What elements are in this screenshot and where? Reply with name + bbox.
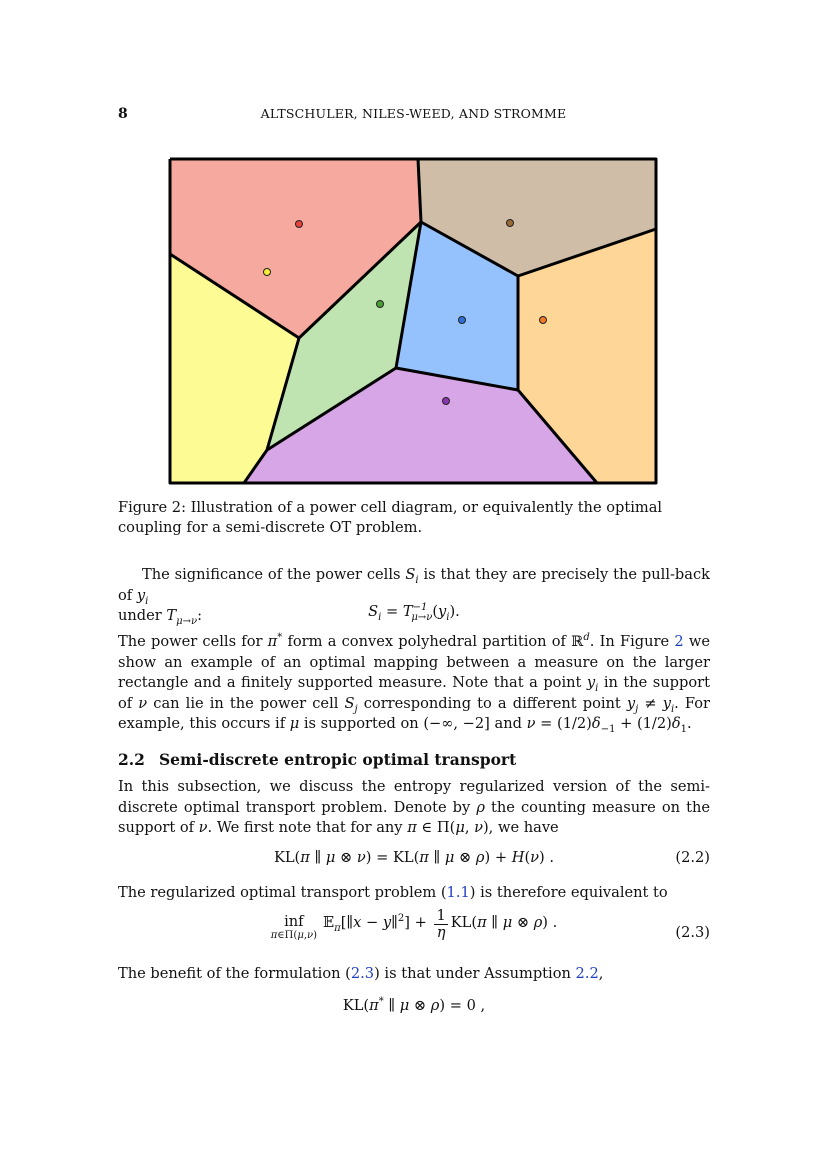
support-point-blue: [459, 317, 466, 324]
equation-si: $S_i = T^{-1}_{\mu\to\nu}(y_i)$.: [368, 602, 460, 623]
support-point-purple: [443, 398, 450, 405]
running-title: ALTSCHULER, NILES-WEED, AND STROMME: [260, 106, 567, 121]
equation-kl-zero: KL(π* ∥ μ ⊗ ρ) = 0 ,: [342, 996, 486, 1014]
paragraph-5: The benefit of the formulation (2.3) is that under Assumption 2.2,: [118, 965, 604, 982]
assumption-ref-link[interactable]: 2.2: [575, 965, 599, 982]
power-cell-diagram: [168, 157, 658, 485]
paragraph-3: In this subsection, we discuss the entropy regularized version of the semi-discrete optimal transport problem. Denote by ρ the counting measure on the support of ν. We first note that for any π ∈ Π(μ, ν), we have: [118, 778, 710, 837]
equation-ref-1-1-link[interactable]: 1.1: [446, 884, 470, 901]
equation-2-3: inf π∈Π(μ,ν) 𝔼$_\pi$[∥x − y∥$^2$] + $\frac{1}{\eta}$ KL(π ∥ μ ⊗ ρ) .: [270, 907, 558, 941]
support-point-yellow: [264, 269, 271, 276]
equation-2-2: KL(π ∥ μ ⊗ ν) = KL(π ∥ μ ⊗ ρ) + H(ν) .: [273, 849, 555, 866]
equation-ref-2-3-link[interactable]: 2.3: [350, 965, 375, 982]
equation-number-2-3: (2.3): [675, 924, 710, 941]
page-number: 8: [118, 106, 128, 122]
support-point-orange: [540, 317, 547, 324]
support-point-red: [296, 221, 303, 228]
paragraph-2: The power cells for π* form a convex polyhedral partition of ℝ$^d$. In Figure 2 we show an example of an optimal mapping between a measure on the larger rectangle and a finitely supported measure. Note that a point $y_i$ in the support of ν can lie in the power cell $S_j$ corresponding to a different point $y_j \ne y_i$. For example, this occurs if μ is supported on (−∞, −2] and $\nu = (1/2)\delta_{-1} + (1/2)\delta_1$.: [118, 632, 710, 736]
equation-number-2-2: (2.2): [675, 849, 710, 866]
support-point-green: [377, 301, 384, 308]
paragraph-4: The regularized optimal transport problem (1.1) is therefore equivalent to: [118, 884, 668, 901]
paragraph-1: The significance of the power cells $S_i$ is that they are precisely the pull-back of $y_i$ under $T_{\mu\to\nu}$:: [118, 566, 710, 628]
figure-caption: Figure 2: Illustration of a power cell diagram, or equivalently the optimal coupling for a semi-discrete OT problem.: [118, 499, 663, 536]
figure-ref-link[interactable]: 2: [674, 633, 684, 650]
support-point-tan: [507, 220, 514, 227]
section-heading: 2.2 Semi-discrete entropic optimal transport: [118, 750, 517, 769]
